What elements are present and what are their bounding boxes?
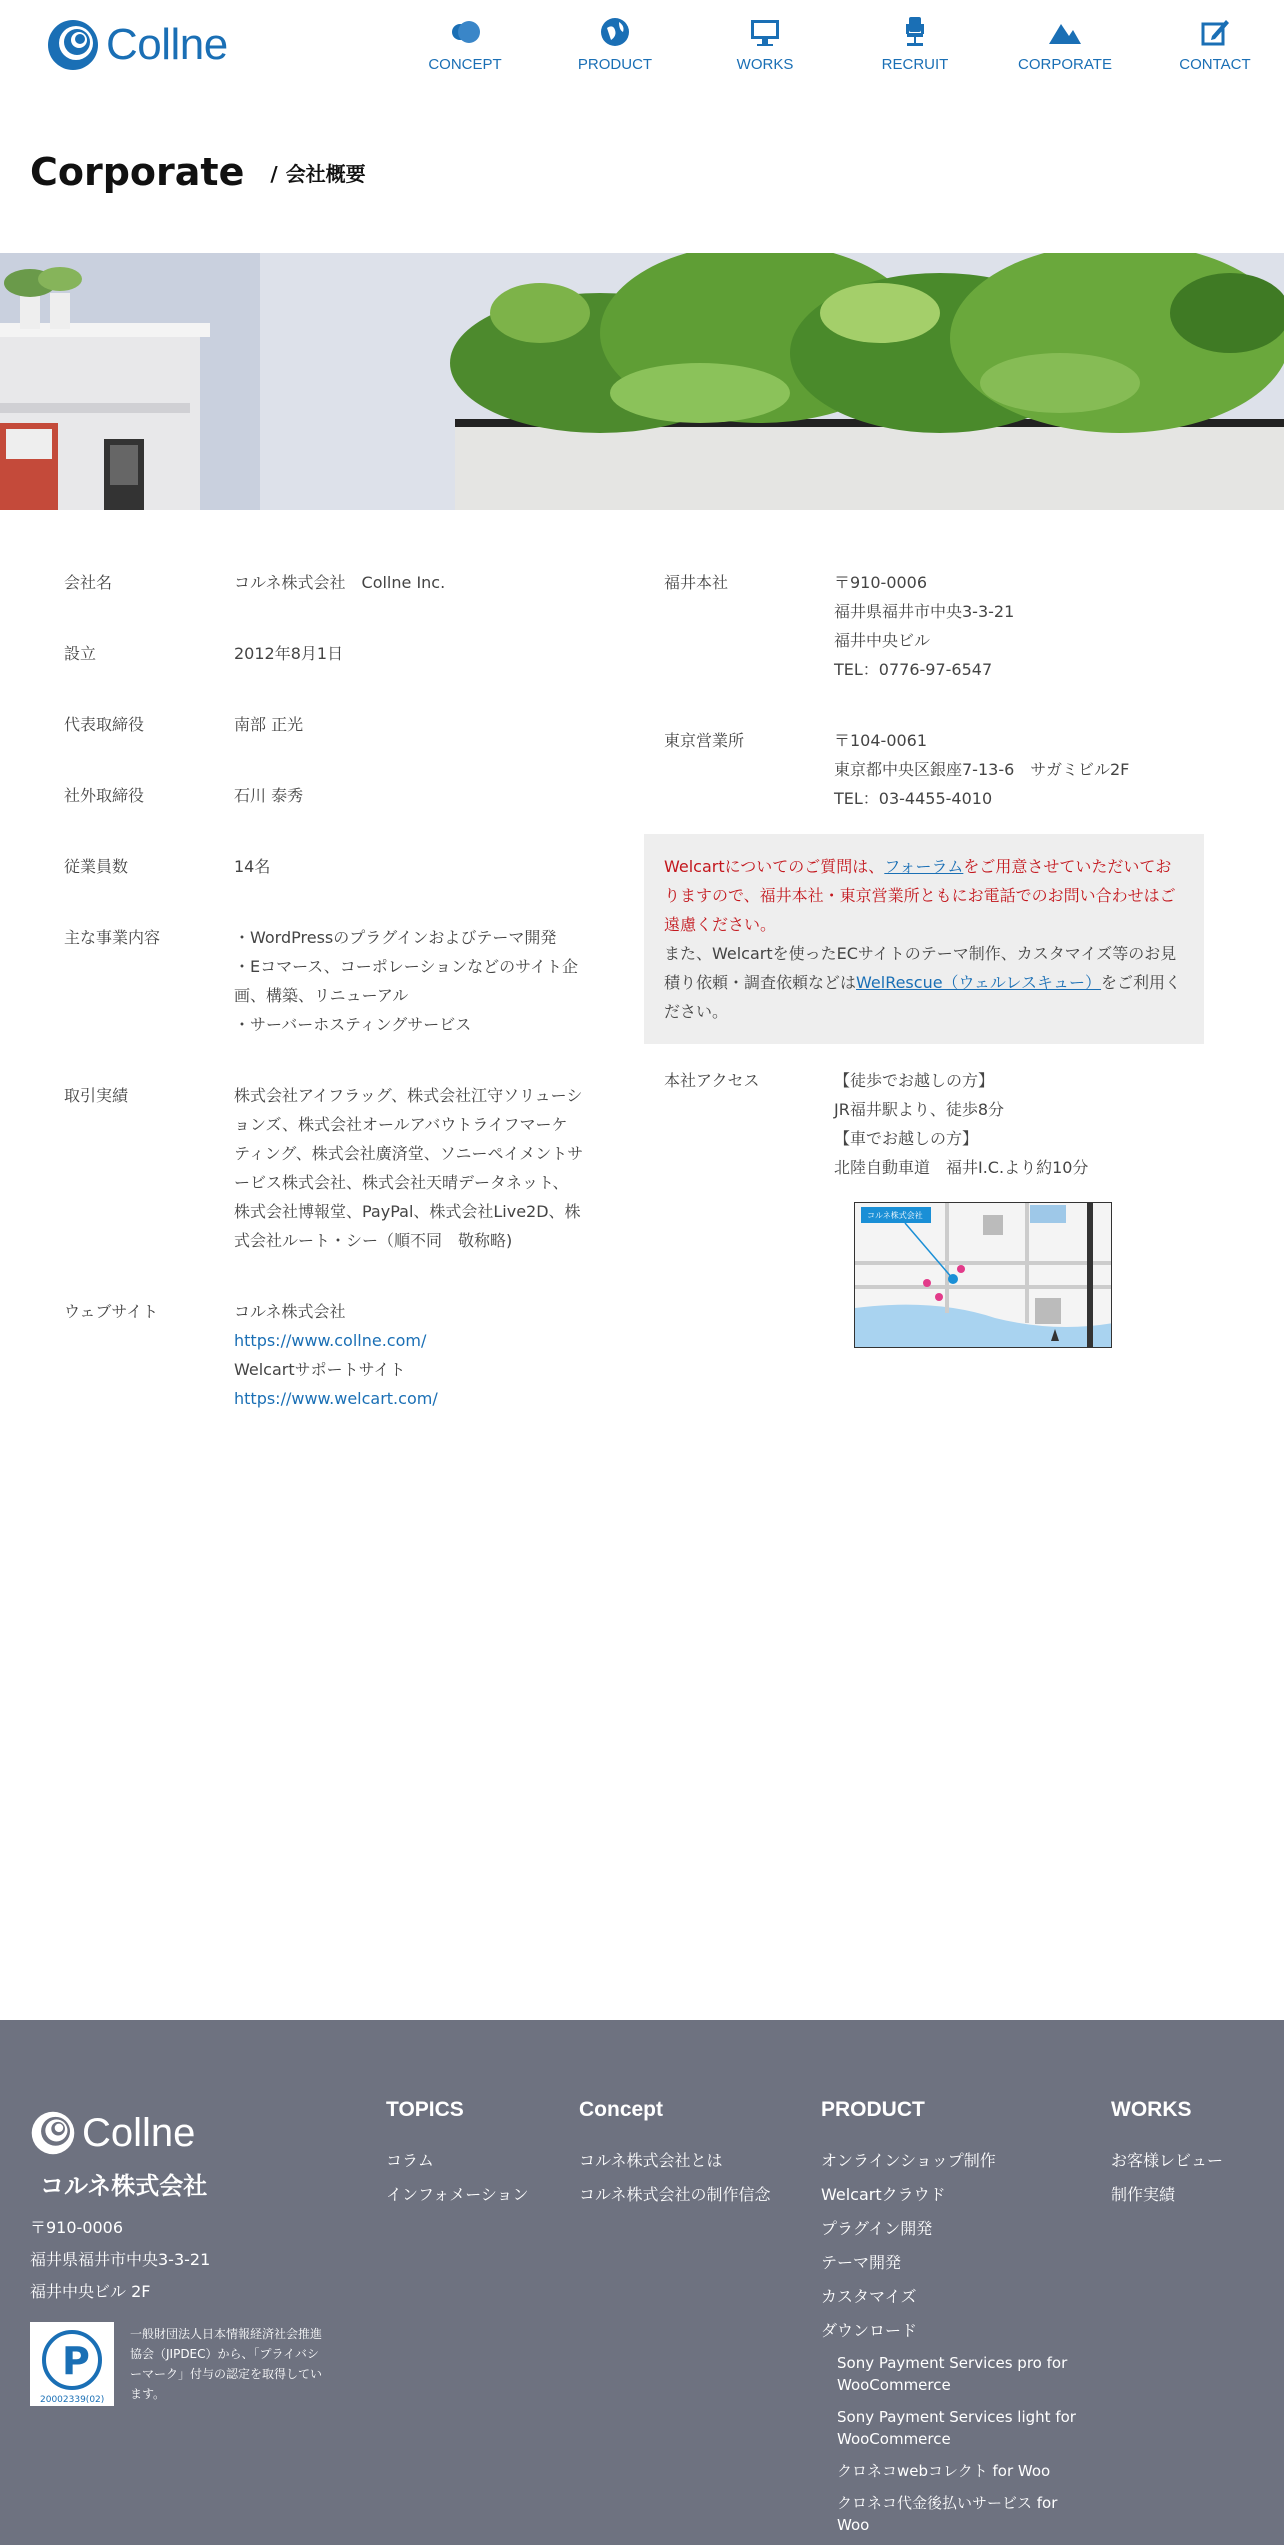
privacy-mark-icon [30, 2322, 114, 2406]
footer-link[interactable]: テーマ開発 [821, 2253, 902, 2272]
row-label: 設立 [64, 644, 97, 663]
footer-concept [579, 2098, 771, 2212]
site-logo[interactable] [46, 18, 228, 72]
row-label: 会社名 [64, 573, 113, 592]
row-label: 東京営業所 [664, 731, 745, 750]
row-value: 石川 泰秀 [234, 786, 304, 805]
info-row-outside-director [64, 781, 584, 810]
footer-link[interactable]: お客様レビュー [1111, 2151, 1224, 2170]
row-value: 南部 正光 [234, 715, 304, 734]
row-label: 代表取締役 [64, 715, 145, 734]
site-header [0, 0, 1284, 140]
mountain-icon [1047, 14, 1083, 50]
info-row-ceo [64, 710, 584, 739]
footer-sublink[interactable]: クロネコwebコレクト for Woo [837, 2462, 1051, 2480]
row-label: 従業員数 [64, 857, 129, 876]
welcart-url-link[interactable]: https://www.welcart.com/ [234, 1389, 438, 1408]
welrescue-link[interactable]: WelRescue（ウェルレスキュー） [856, 973, 1102, 992]
footer-link[interactable]: コルネ株式会社とは [579, 2151, 723, 2170]
row-label: ウェブサイト [64, 1302, 159, 1321]
site-name: Welcartサポートサイト [234, 1360, 406, 1379]
row-label: 本社アクセス [664, 1071, 760, 1090]
nav-label: PRODUCT [577, 56, 653, 73]
company-info-left [64, 568, 584, 1455]
support-notice [644, 834, 1204, 1044]
footer-sublink[interactable]: Sony Payment Services pro for WooCommerce [837, 2354, 1068, 2394]
main-nav [390, 14, 1284, 73]
svg-text:20002339(02): 20002339(02) [40, 2395, 105, 2405]
footer-link[interactable]: Welcartクラウド [821, 2185, 946, 2204]
collne-logo-icon [46, 18, 100, 72]
footer-link[interactable]: ダウンロード [821, 2321, 918, 2340]
nav-contact[interactable] [1140, 14, 1284, 73]
row-label: 主な事業内容 [64, 928, 161, 947]
collne-url-link[interactable]: https://www.collne.com/ [234, 1331, 427, 1350]
footer-heading: PRODUCT [821, 2098, 925, 2121]
nav-label: RECRUIT [881, 56, 949, 73]
footer-company-name: コルネ株式会社 [40, 2172, 208, 2200]
footer-link[interactable]: 制作実績 [1111, 2185, 1176, 2204]
nav-label: WORKS [736, 56, 794, 73]
nav-works[interactable] [690, 14, 840, 73]
info-row-employees [64, 852, 584, 881]
row-value [234, 1297, 584, 1413]
notice-normal-text: また、Welcartを使ったECサイトのテーマ制作、カスタマイズ等のお見積り依頼・調査依頼などはWelRescue（ウェルレスキュー）をご利用ください。 [664, 944, 1182, 1021]
map-graphic [855, 1203, 1112, 1348]
site-name: コルネ株式会社 [234, 1302, 346, 1321]
page-subtitle: / 会社概要 [270, 161, 366, 186]
access-map[interactable] [854, 1202, 1112, 1348]
nav-corporate[interactable] [990, 14, 1140, 73]
footer-link[interactable]: オンラインショップ制作 [821, 2151, 996, 2170]
row-value: 〒104-0061 東京都中央区銀座7-13-6 サガミビル2F TEL：03-4455-4010 [834, 731, 1130, 808]
info-row-clients [64, 1081, 584, 1255]
info-row-business [64, 923, 584, 1039]
footer-link[interactable]: カスタマイズ [821, 2287, 917, 2306]
page-title: Corporate [30, 150, 245, 194]
nav-label: CONCEPT [428, 56, 502, 73]
footer-topics [386, 2098, 529, 2212]
footer-logo-text: Collne [82, 2110, 196, 2155]
row-value: 2012年8月1日 [234, 644, 344, 663]
company-info-right [664, 568, 1204, 855]
row-value: ・WordPressのプラグインおよびテーマ開発 ・Eコマース、コーポレーションなどのサイト企 画、構築、リニューアル ・サーバーホスティングサービス [234, 928, 579, 1034]
nav-concept[interactable] [390, 14, 540, 73]
row-value: 〒910-0006 福井県福井市中央3-3-21 福井中央ビル TEL：0776-97-6547 [834, 573, 1015, 679]
footer-heading: Concept [579, 2098, 663, 2121]
footer-address: 〒910-0006 福井県福井市中央3-3-21 福井中央ビル 2F [30, 2218, 211, 2301]
nav-recruit[interactable] [840, 14, 990, 73]
footer-heading: WORKS [1111, 2098, 1192, 2121]
svg-text:コルネ株式会社: コルネ株式会社 [867, 1211, 923, 1220]
page-heading [30, 150, 366, 194]
row-value: 【徒歩でお越しの方】 JR福井駅より、徒歩8分 【車でお越しの方】 北陸自動車道 福井I.C.より約10分 コルネ株式会社 [834, 1066, 1204, 1348]
row-label: 社外取締役 [64, 786, 145, 805]
row-label: 福井本社 [664, 573, 729, 592]
footer-link[interactable]: コルネ株式会社の制作信念 [579, 2185, 771, 2204]
info-row-tokyo-office [664, 726, 1204, 813]
access-section [664, 1066, 1204, 1348]
footer-heading: TOPICS [386, 2098, 464, 2121]
privacy-mark[interactable] [30, 2322, 114, 2406]
edit-icon [1197, 14, 1233, 50]
info-row-website [64, 1297, 584, 1413]
logo-text: Collne [106, 20, 228, 69]
footer-sublink[interactable]: クロネコ代金後払いサービス for Woo [837, 2494, 1058, 2534]
footer-sublink[interactable]: Sony Payment Services light for WooCommerce [837, 2408, 1076, 2448]
footer-link[interactable]: プラグイン開発 [821, 2219, 933, 2238]
globe-icon [597, 14, 633, 50]
plants-photo [0, 253, 1284, 510]
info-row-company-name [64, 568, 584, 597]
svg-text:P: P [62, 2339, 90, 2383]
row-label: 取引実績 [64, 1086, 129, 1105]
privacy-mark-text: 一般財団法人日本情報経済社会推進協会（JIPDEC）から、「プライバシーマーク」付与の認定を取得しています。 [130, 2327, 323, 2401]
footer-works [1111, 2098, 1223, 2212]
hero-image [0, 253, 1284, 510]
footer-link[interactable]: コラム [386, 2151, 434, 2170]
row-value: 株式会社アイフラッグ、株式会社江守ソリューシ ョンズ、株式会社オールアバウトライフマーケ ティング、株式会社廣済堂、ソニーペイメントサ ービス株式会社、株式会社天晴データネット、 株式会社博報堂、PayPal、株式会社Live2D、株 式会社ルート・シー（順不同 敬称略) [234, 1086, 584, 1250]
circles-icon [447, 14, 483, 50]
info-row-fukui-hq [664, 568, 1204, 684]
nav-product[interactable] [540, 14, 690, 73]
info-row-founded [64, 639, 584, 668]
footer-product [821, 2098, 1087, 2545]
forum-link[interactable]: フォーラム [884, 857, 964, 876]
footer-logo[interactable] [30, 2110, 195, 2156]
office-chair-icon [897, 14, 933, 50]
notice-red-text: Welcartについてのご質問は、フォーラムをご用意させていただいておりますので、福井本社・東京営業所ともにお電話でのお問い合わせはご遠慮ください。 [664, 857, 1176, 934]
info-row-access [664, 1066, 1204, 1348]
site-footer [0, 2020, 1284, 2545]
monitor-icon [747, 14, 783, 50]
row-value: コルネ株式会社 Collne Inc. [234, 573, 446, 592]
footer-link[interactable]: インフォメーション [386, 2185, 529, 2204]
nav-label: CONTACT [1179, 56, 1251, 73]
row-value: 14名 [234, 857, 271, 876]
nav-label: CORPORATE [1018, 56, 1112, 73]
collne-logo-icon [30, 2110, 76, 2156]
